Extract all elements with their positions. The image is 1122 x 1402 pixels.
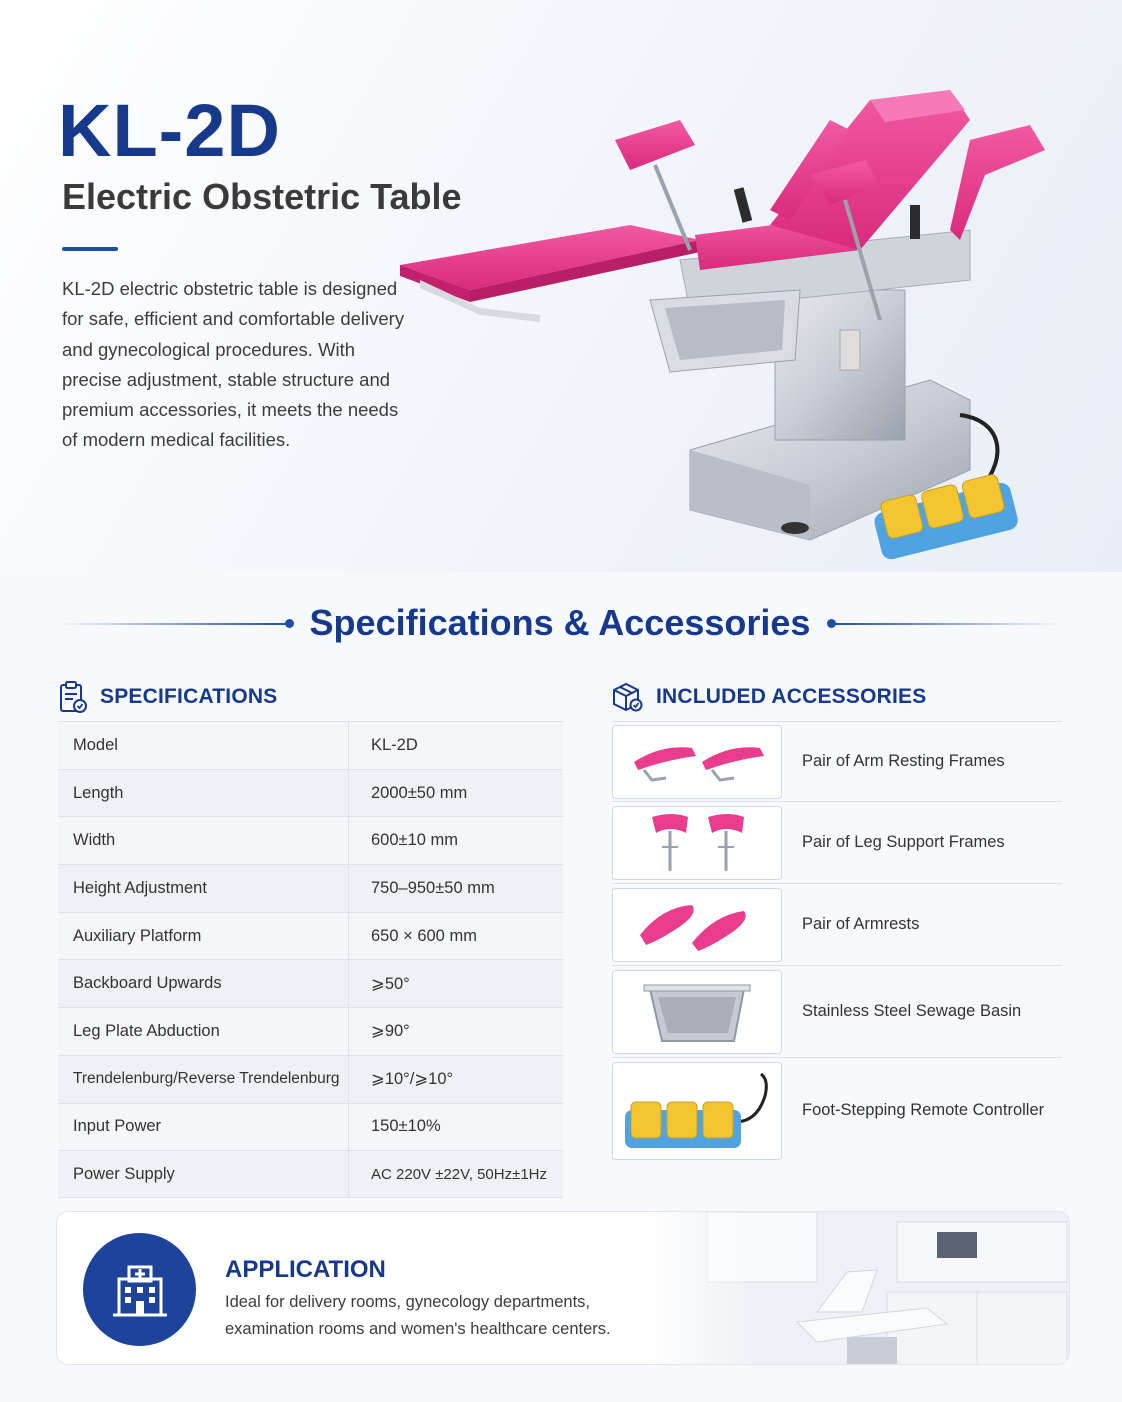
clipboard-icon (58, 681, 88, 713)
list-item (612, 721, 1062, 801)
accessory-label: Pair of Leg Support Frames (802, 833, 1005, 851)
header-line-right (832, 623, 1060, 625)
product-description: KL-2D electric obstetric table is designed for safe, efficient and comfortable delivery and gynecological procedures. With precise adjustment, stable structure and premium accessories, it meets the needs of modern medical facilities. (62, 278, 405, 451)
spec-label: Leg Plate Abduction (58, 1008, 349, 1055)
specifications-table (58, 721, 563, 1198)
package-icon (610, 681, 644, 713)
sewage-basin-icon (612, 970, 782, 1054)
spec-value: 750–950±50 mm (371, 878, 495, 897)
spec-label: Model (58, 722, 349, 769)
table-row (58, 959, 563, 1007)
application-title: APPLICATION (225, 1256, 386, 1283)
product-subtitle: Electric Obstetric Table (62, 176, 462, 217)
header-dot-left (285, 619, 294, 628)
application-description: Ideal for delivery rooms, gynecology departments, examination rooms and women's healthcare centers. (225, 1293, 611, 1338)
list-item (612, 1057, 1062, 1163)
table-row (58, 1103, 563, 1151)
spec-label: Trendelenburg/Reverse Trendelenburg (58, 1056, 349, 1103)
armrests-icon (612, 888, 782, 962)
foot-controller-icon (612, 1062, 782, 1160)
arm-resting-frames-icon (612, 725, 782, 799)
section-header (0, 596, 1122, 652)
leg-support-frames-icon (612, 806, 782, 880)
list-item (612, 883, 1062, 965)
table-row (58, 721, 563, 769)
spec-label: Backboard Upwards (58, 960, 349, 1007)
table-row (58, 1150, 563, 1198)
spec-label: Width (58, 817, 349, 864)
table-row (58, 1055, 563, 1103)
accessory-label: Pair of Arm Resting Frames (802, 752, 1005, 770)
title-underline (62, 247, 118, 251)
spec-value: ⩾10°/⩾10° (371, 1070, 454, 1089)
table-row (58, 769, 563, 817)
spec-value: AC 220V ±22V, 50Hz±1Hz (371, 1165, 548, 1183)
spec-label: Input Power (58, 1104, 349, 1151)
spec-value: 650 × 600 mm (371, 926, 477, 945)
application-card (56, 1211, 1070, 1365)
spec-value: 600±10 mm (371, 831, 459, 850)
spec-value: 150±10% (371, 1117, 441, 1136)
table-row (58, 1007, 563, 1055)
clinic-room-illustration (647, 1212, 1070, 1365)
hospital-building-icon (83, 1233, 196, 1346)
hero-section (0, 0, 1122, 572)
accessory-label: Foot-Stepping Remote Controller (802, 1101, 1045, 1119)
accessory-label: Stainless Steel Sewage Basin (802, 1002, 1022, 1020)
obstetric-table-illustration (390, 60, 1090, 572)
section-title: Specifications & Accessories (309, 602, 811, 643)
spec-label: Length (58, 770, 349, 817)
product-model-title: KL-2D (58, 89, 281, 172)
spec-label: Auxiliary Platform (58, 913, 349, 960)
table-row (58, 912, 563, 960)
spec-value: ⩾50° (371, 974, 410, 993)
header-line-left (60, 623, 288, 625)
table-row (58, 864, 563, 912)
spec-label: Height Adjustment (58, 865, 349, 912)
accessory-label: Pair of Armrests (802, 915, 920, 933)
accessories-heading-label: INCLUDED ACCESSORIES (656, 685, 927, 708)
spec-value: 2000±50 mm (371, 783, 468, 802)
list-item (612, 965, 1062, 1057)
specifications-heading (58, 680, 277, 714)
spec-value: ⩾90° (371, 1022, 410, 1041)
table-row (58, 816, 563, 864)
accessories-heading (610, 680, 926, 714)
spec-label: Power Supply (58, 1151, 349, 1197)
list-item (612, 801, 1062, 883)
spec-value: KL-2D (371, 735, 418, 754)
specifications-heading-label: SPECIFICATIONS (100, 685, 278, 708)
accessories-list (612, 721, 1062, 1163)
